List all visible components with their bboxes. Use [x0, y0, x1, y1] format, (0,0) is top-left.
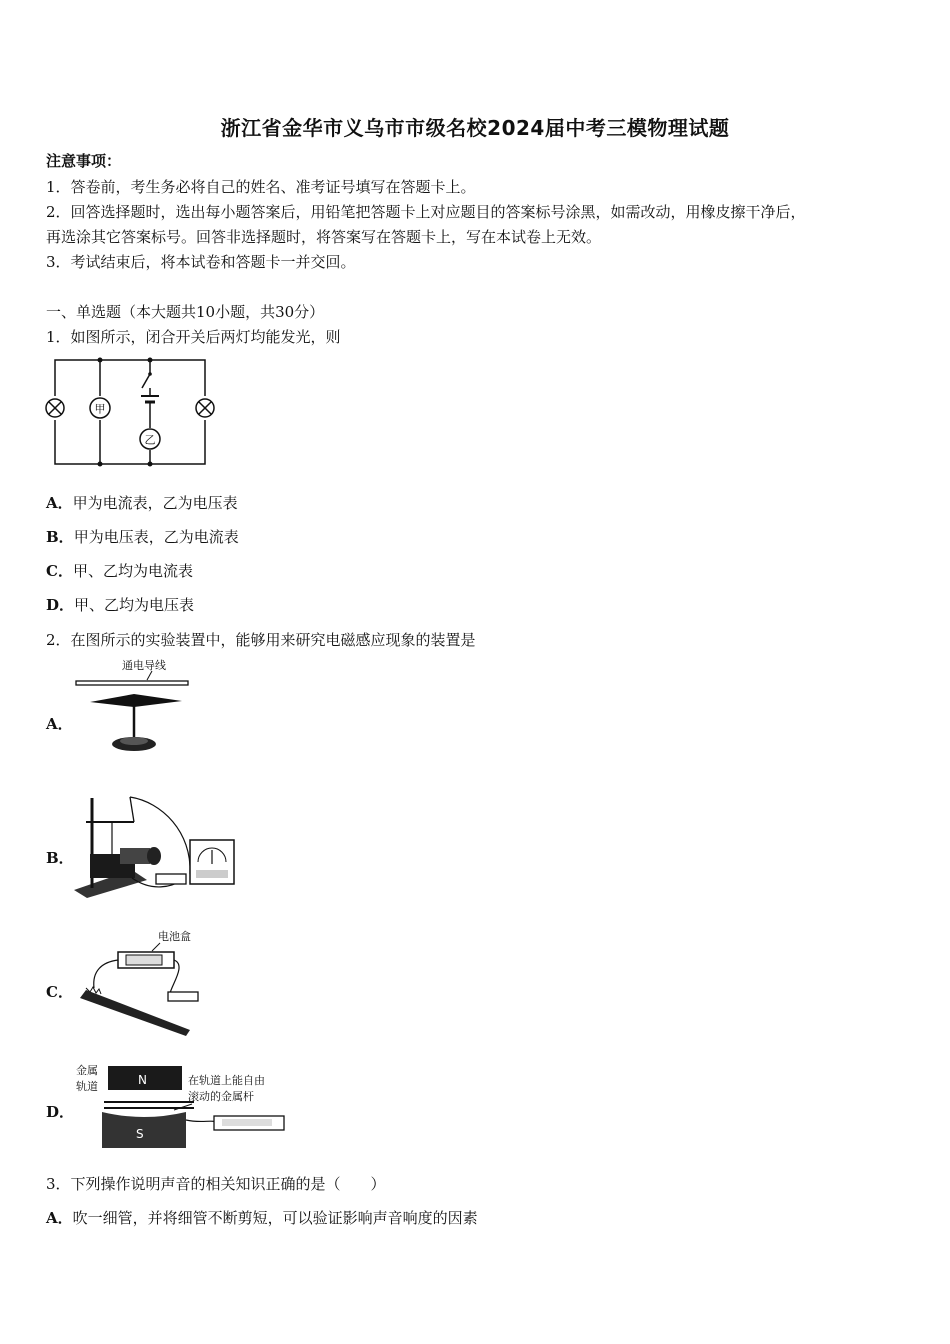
q2-stem: 2．在图所示的实验装置中，能够用来研究电磁感应现象的装置是: [46, 631, 476, 649]
junction-dot: [98, 358, 103, 363]
lamp-right-icon: [196, 399, 214, 417]
pole-s-label: S: [136, 1127, 144, 1141]
notice-item-3: 3．考试结束后，将本试卷和答题卡一并交回。: [46, 253, 356, 271]
rail-caption-2: 轨道: [76, 1080, 98, 1093]
q2-option-a-figure: [72, 656, 192, 764]
meter-b-label: 乙: [144, 433, 156, 447]
rail-caption-1: 金属: [76, 1064, 98, 1077]
rod-caption-2: 滚动的金属杆: [188, 1090, 254, 1103]
q3-option-a: A．吹一细管，并将细管不断剪短，可以验证影响声音响度的因素: [46, 1209, 478, 1227]
q1-circuit-diagram: [40, 352, 225, 474]
q2-option-d-figure: [74, 1060, 292, 1156]
magnet-s-pole: [102, 1112, 186, 1148]
q2-option-b-label: B．: [46, 849, 74, 867]
switch-contact: [148, 372, 152, 376]
compass-needle: [90, 694, 182, 707]
q2-option-c-label: C．: [46, 983, 73, 1001]
q1-option-b: B．甲为电压表，乙为电流表: [46, 528, 239, 546]
junction-dot: [148, 462, 153, 467]
switch-block: [156, 874, 186, 884]
junction-dot: [98, 462, 103, 467]
current-wire: [76, 681, 188, 685]
page-title: 浙江省金华市义乌市市级名校2024届中考三模物理试题: [220, 116, 730, 140]
notice-item-1: 1．答卷前，考生务必将自己的姓名、准考证号填写在答题卡上。: [46, 178, 476, 196]
q1-option-c: C．甲、乙均为电流表: [46, 562, 193, 580]
notice-heading: 注意事项：: [46, 152, 122, 170]
pole-n-label: N: [138, 1073, 147, 1087]
rod-caption-1: 在轨道上能自由: [188, 1074, 265, 1087]
q1-option-d: D．甲、乙均为电压表: [46, 596, 195, 614]
notice-item-2: 2．回答选择题时，选出每小题答案后，用铅笔把答题卡上对应题目的答案标号涂黑，如需改动，用橡皮擦干净后，: [46, 203, 806, 221]
meter-a-label: 甲: [94, 402, 106, 416]
q3-stem: 3．下列操作说明声音的相关知识正确的是（ ）: [46, 1175, 386, 1193]
switch-block: [168, 992, 198, 1001]
q1-stem: 1．如图所示，闭合开关后两灯均能发光，则: [46, 328, 341, 346]
q1-option-a: A．甲为电流表，乙为电压表: [46, 494, 238, 512]
wire-caption: 通电导线: [122, 659, 166, 672]
notice-item-2-cont: 再选涂其它答案标号。回答非选择题时，将答案写在答题卡上，写在本试卷上无效。: [46, 228, 602, 246]
junction-dot: [148, 358, 153, 363]
q2-option-a-label: A．: [46, 715, 73, 733]
battery-box-caption: 电池盒: [158, 930, 191, 943]
q2-option-c-figure: [72, 926, 212, 1038]
section-heading: 一、单选题（本大题共10小题，共30分）: [46, 303, 325, 321]
lamp-left-icon: [46, 399, 64, 417]
q2-option-b-figure: [72, 792, 237, 902]
q2-option-d-label: D．: [46, 1103, 75, 1121]
